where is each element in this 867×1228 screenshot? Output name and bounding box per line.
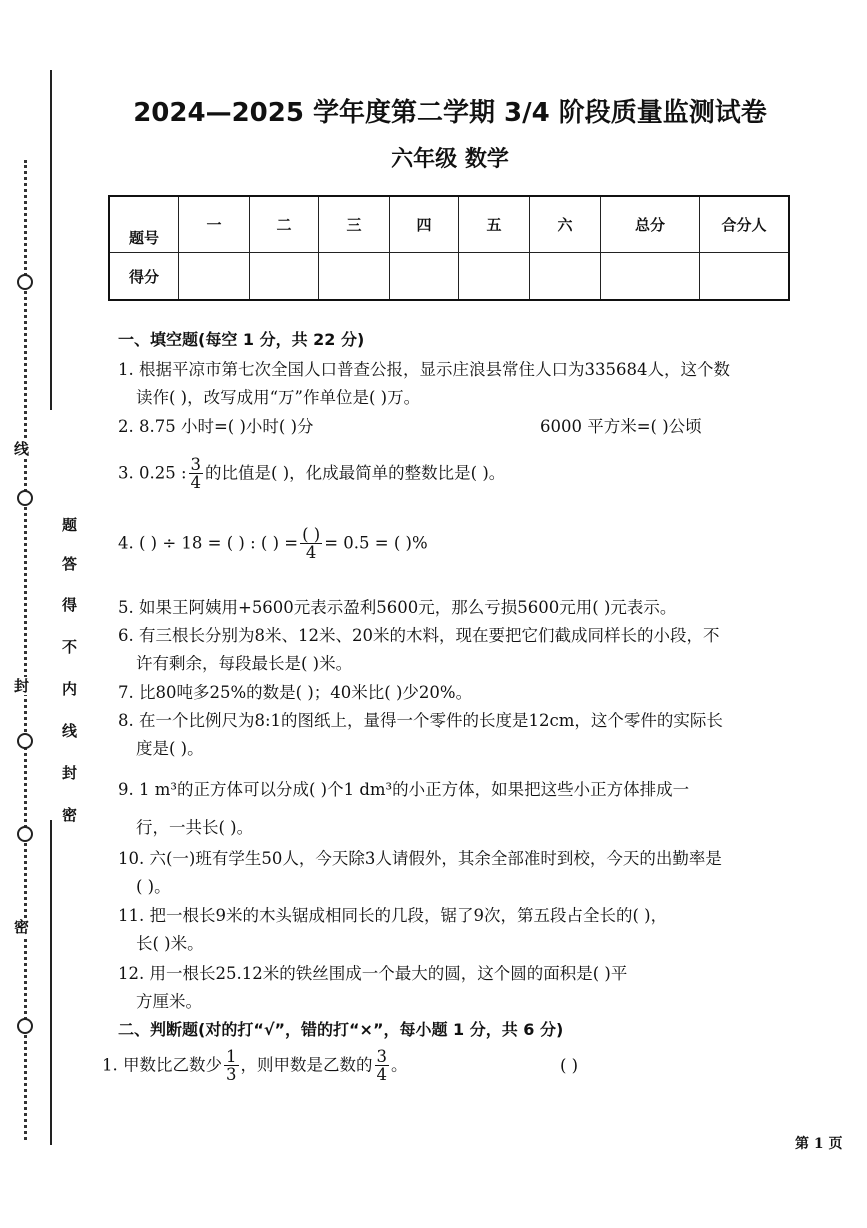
score-table bbox=[108, 195, 790, 301]
score-entry-cell[interactable] bbox=[530, 253, 601, 301]
question-line: 11. 把一根长9米的木头锯成相同长的几段，锯了9次，第五段占全长的( )， bbox=[118, 906, 668, 925]
fraction bbox=[300, 526, 322, 562]
score-cell: 六 bbox=[530, 196, 601, 253]
margin-solid-line-bottom bbox=[50, 820, 52, 1145]
margin-label-mi: 密 bbox=[14, 918, 30, 936]
answer-paren[interactable]: ( ) bbox=[560, 1056, 579, 1075]
score-cell: 五 bbox=[459, 196, 530, 253]
fraction-denominator: 3 bbox=[226, 1065, 237, 1085]
score-entry-cell[interactable] bbox=[319, 253, 390, 301]
score-cell: 二 bbox=[250, 196, 319, 253]
margin-note-char: 密 bbox=[62, 806, 78, 824]
question-line: 长( )米。 bbox=[136, 934, 204, 953]
fraction bbox=[189, 456, 204, 492]
margin-note-char: 内 bbox=[62, 680, 78, 698]
question-line: 8. 在一个比例尺为8:1的图纸上，量得一个零件的长度是12cm，这个零件的实际长 bbox=[118, 711, 723, 730]
score-entry-cell[interactable] bbox=[390, 253, 459, 301]
question-text: 1. 甲数比乙数少 bbox=[102, 1055, 222, 1075]
binding-hole-icon bbox=[17, 490, 33, 506]
question-line: 6000 平方米=( )公顷 bbox=[540, 417, 702, 436]
score-cell: 题号 bbox=[109, 196, 179, 253]
fraction-numerator: 3 bbox=[190, 455, 202, 474]
question-text: 的比值是( )，化成最简单的整数比是( )。 bbox=[205, 463, 506, 483]
margin-note-char: 答 bbox=[62, 555, 78, 573]
question-line-tf1 bbox=[102, 1048, 408, 1084]
question-line-q4 bbox=[118, 526, 428, 562]
score-entry-cell[interactable] bbox=[250, 253, 319, 301]
question-line: 9. 1 m³的正方体可以分成( )个1 dm³的小正方体，如果把这些小正方体排成一 bbox=[118, 780, 690, 799]
question-line: 7. 比80吨多25%的数是( )；40米比( )少20%。 bbox=[118, 683, 473, 702]
exam-title: 2024—2025 学年度第二学期 3/4 阶段质量监测试卷 bbox=[133, 98, 767, 128]
score-entry-cell[interactable] bbox=[179, 253, 250, 301]
score-cell: 总分 bbox=[601, 196, 700, 253]
score-cell: 合分人 bbox=[700, 196, 790, 253]
binding-hole-icon bbox=[17, 274, 33, 290]
score-table-header-row bbox=[109, 196, 789, 253]
fraction-numerator: 3 bbox=[376, 1047, 387, 1066]
fraction-denominator: 4 bbox=[305, 543, 317, 563]
question-text: = 0.5 = ( )% bbox=[324, 533, 428, 553]
fraction-denominator: 4 bbox=[190, 473, 202, 493]
margin-dotted-line bbox=[24, 160, 27, 1140]
question-line: 方厘米。 bbox=[136, 992, 202, 1011]
question-line: 5. 如果王阿姨用+5600元表示盈利5600元，那么亏损5600元用( )元表示。 bbox=[118, 598, 677, 617]
margin-note-char: 不 bbox=[62, 638, 78, 656]
question-line: ( )。 bbox=[136, 877, 171, 896]
score-entry-cell[interactable] bbox=[459, 253, 530, 301]
question-line: 6. 有三根长分别为8米、12米、20米的木料，现在要把它们截成同样长的小段，不 bbox=[118, 626, 720, 645]
question-text: 。 bbox=[391, 1055, 408, 1075]
margin-label-xian: 线 bbox=[14, 440, 30, 458]
fraction-numerator: 1 bbox=[226, 1047, 237, 1066]
score-cell: 得分 bbox=[109, 253, 179, 301]
question-line: 度是( )。 bbox=[136, 739, 204, 758]
margin-label-feng: 封 bbox=[14, 677, 30, 695]
question-line: 许有剩余，每段最长是( )米。 bbox=[136, 654, 353, 673]
question-line: 10. 六(一)班有学生50人，今天除3人请假外，其余全部准时到校，今天的出勤率是 bbox=[118, 849, 722, 868]
question-text: ，则甲数是乙数的 bbox=[240, 1055, 373, 1075]
margin-note-char: 题 bbox=[62, 516, 78, 534]
score-cell: 三 bbox=[319, 196, 390, 253]
fraction bbox=[224, 1048, 239, 1084]
question-line: 12. 用一根长25.12米的铁丝围成一个最大的圆，这个圆的面积是( )平 bbox=[118, 964, 628, 983]
page-number: 第 1 页 bbox=[795, 1136, 843, 1152]
question-text: 3. 0.25 : bbox=[118, 463, 187, 483]
binding-hole-icon bbox=[17, 826, 33, 842]
question-line-q3 bbox=[118, 456, 505, 492]
question-line: 行，一共长( )。 bbox=[136, 818, 254, 837]
margin-note-char: 线 bbox=[62, 722, 78, 740]
question-text: 4. ( ) ÷ 18 = ( ) : ( ) = bbox=[118, 533, 299, 553]
fraction-denominator: 4 bbox=[376, 1065, 387, 1085]
question-line: 读作( )，改写成用“万”作单位是( )万。 bbox=[136, 388, 421, 407]
question-line: 2. 8.75 小时=( )小时( )分 bbox=[118, 417, 314, 436]
fraction bbox=[375, 1048, 390, 1084]
margin-note-char: 得 bbox=[62, 596, 78, 614]
score-table-score-row bbox=[109, 253, 789, 301]
exam-subtitle: 六年级 数学 bbox=[391, 147, 509, 172]
section-heading-fill-blank: 一、填空题(每空 1 分，共 22 分) bbox=[118, 330, 365, 349]
fraction-numerator: ( ) bbox=[302, 525, 321, 544]
binding-hole-icon bbox=[17, 1018, 33, 1034]
score-entry-cell[interactable] bbox=[601, 253, 700, 301]
binding-hole-icon bbox=[17, 733, 33, 749]
section-heading-true-false: 二、判断题(对的打“√”，错的打“×”，每小题 1 分，共 6 分) bbox=[118, 1020, 564, 1039]
margin-note-char: 封 bbox=[62, 764, 78, 782]
score-cell: 一 bbox=[179, 196, 250, 253]
score-cell: 四 bbox=[390, 196, 459, 253]
margin-solid-line-top bbox=[50, 70, 52, 410]
score-entry-cell[interactable] bbox=[700, 253, 790, 301]
question-line: 1. 根据平凉市第七次全国人口普查公报，显示庄浪县常住人口为335684人，这个数 bbox=[118, 360, 730, 379]
